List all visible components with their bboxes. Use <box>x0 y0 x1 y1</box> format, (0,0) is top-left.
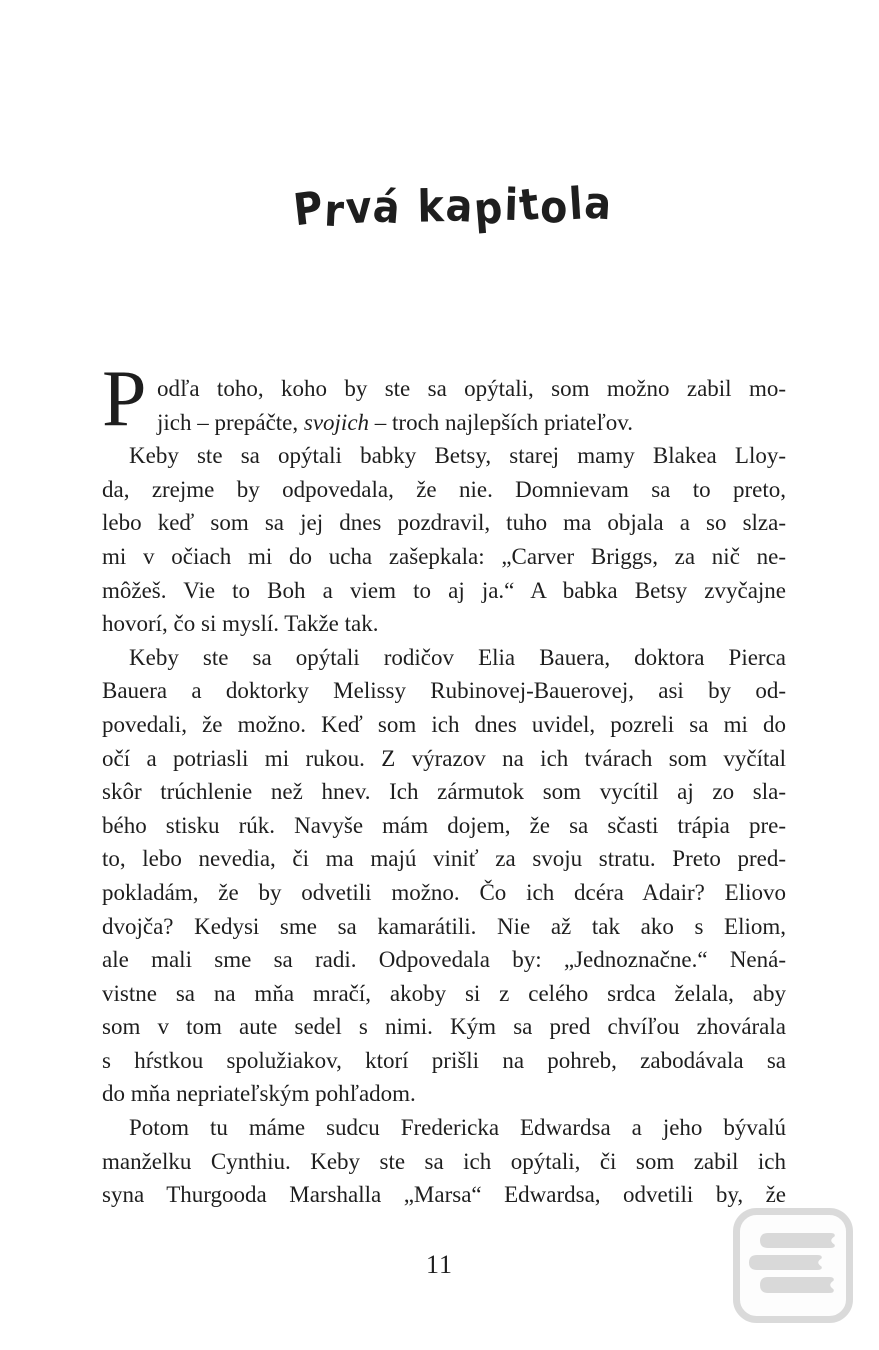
text-run: očí a potriasli mi rukou. Z výrazov na ich tvárach som vyčítal <box>102 745 786 771</box>
text-run: do mňa nepriateľským pohľadom. <box>102 1081 416 1107</box>
text-line <box>102 1044 786 1078</box>
title-letter: á <box>371 180 404 235</box>
text-run: bého stisku rúk. Navyše mám dojem, že sa sčasti trápia pre- <box>102 812 786 838</box>
text-line <box>102 641 786 675</box>
text-line <box>102 1077 786 1111</box>
text-run: povedali, že možno. Keď som ich dnes uvidel, pozreli sa mi do <box>102 711 786 737</box>
text-run: som v tom aute sedel s nimi. Kým sa pred chvíľou zhovárala <box>102 1014 786 1040</box>
paragraph <box>102 641 786 1111</box>
text-run: – troch najlepších priateľov. <box>369 409 633 435</box>
title-letter: i <box>503 179 521 232</box>
title-letter: o <box>539 181 571 235</box>
book-shape-bottom <box>760 1277 834 1293</box>
text-line <box>102 842 786 876</box>
text-run: jich – prepáčte, <box>157 409 304 435</box>
text-line <box>102 607 786 641</box>
text-line <box>102 876 786 910</box>
page-number: 11 <box>425 1250 454 1279</box>
text-line <box>157 372 786 406</box>
title-letter: l <box>567 178 587 231</box>
text-run: hovorí, čo si myslí. Takže tak. <box>102 611 379 637</box>
text-run: Potom tu máme sudcu Fredericka Edwardsa a jeho bývalú <box>129 1115 786 1141</box>
text-run: môžeš. Vie to Boh a viem to aj ja.“ A babka Betsy zvyčajne <box>102 577 786 603</box>
text-line <box>102 775 786 809</box>
text-run: da, zrejme by odpovedala, že nie. Domnievam sa to preto, <box>102 476 786 502</box>
text-run: Keby ste sa opýtali rodičov Elia Bauera, doktora Pierca <box>129 644 786 670</box>
book-shape-middle <box>749 1255 822 1270</box>
text-line <box>102 943 786 977</box>
text-line <box>102 742 786 776</box>
body-text <box>102 355 786 1212</box>
text-run: ale mali sme sa radi. Odpovedala by: „Jednoznačne.“ Nená- <box>102 947 786 973</box>
text-line <box>102 574 786 608</box>
chapter-title <box>58 175 850 240</box>
stacked-books-icon <box>733 1208 853 1323</box>
title-letter: p <box>472 182 507 236</box>
text-line <box>102 1145 786 1179</box>
title-letter: a <box>583 177 615 231</box>
emphasis-text: svojich <box>303 409 370 435</box>
paragraph <box>102 439 786 641</box>
text-run: vistne sa na mňa mračí, akoby si z celého srdca želala, aby <box>102 980 786 1006</box>
text-line <box>102 506 786 540</box>
text-run: manželku Cynthiu. Keby ste sa ich opýtali, či som zabil ich <box>102 1148 786 1174</box>
text-run: skôr trúchlenie než hnev. Ich zármutok som vycítil aj zo sla- <box>102 779 786 805</box>
text-line <box>157 406 786 440</box>
text-run: dvojča? Kedysi sme sa kamarátili. Nie až tak ako s Eliom, <box>102 913 786 939</box>
text-run: Keby ste sa opýtali babky Betsy, starej mamy Blakea Lloy- <box>129 443 786 469</box>
paragraph <box>102 1111 786 1212</box>
text-line <box>102 708 786 742</box>
text-run: pokladám, že by odvetili možno. Čo ich dcéra Adair? Eliovo <box>102 879 786 905</box>
text-line <box>102 809 786 843</box>
text-line <box>102 540 786 574</box>
title-letter: P <box>290 181 328 237</box>
text-line <box>102 439 786 473</box>
drop-cap: P <box>102 355 147 443</box>
title-letter: r <box>323 185 347 238</box>
text-run: odľa toho, koho by ste sa opýtali, som možno zabil mo- <box>157 376 786 401</box>
text-line <box>102 977 786 1011</box>
title-letter: t <box>516 178 544 232</box>
text-line <box>102 910 786 944</box>
text-line <box>102 674 786 708</box>
text-run: Bauera a doktorky Melissy Rubinovej-Bauerovej, asi by od- <box>102 678 786 704</box>
text-run: syna Thurgooda Marshalla „Marsa“ Edwardsa, odvetili by, že <box>102 1182 786 1208</box>
text-line <box>102 1010 786 1044</box>
text-run: mi v očiach mi do ucha zašepkala: „Carver Briggs, za nič ne- <box>102 543 786 569</box>
book-shape-top <box>760 1233 835 1248</box>
text-run: lebo keď som sa jej dnes pozdravil, tuho ma objala a so slza- <box>102 510 786 536</box>
text-run: s hŕstkou spolužiakov, ktorí prišli na pohreb, zabodávala sa <box>102 1047 786 1073</box>
title-letter: k <box>417 181 447 233</box>
text-run: to, lebo nevedia, či ma majú viniť za svoju stratu. Preto pred- <box>102 846 786 872</box>
paragraph <box>102 355 786 443</box>
title-letter: a <box>444 179 476 233</box>
text-line <box>102 1111 786 1145</box>
text-line <box>102 1178 786 1212</box>
text-line <box>102 473 786 507</box>
title-letter: v <box>344 181 375 235</box>
